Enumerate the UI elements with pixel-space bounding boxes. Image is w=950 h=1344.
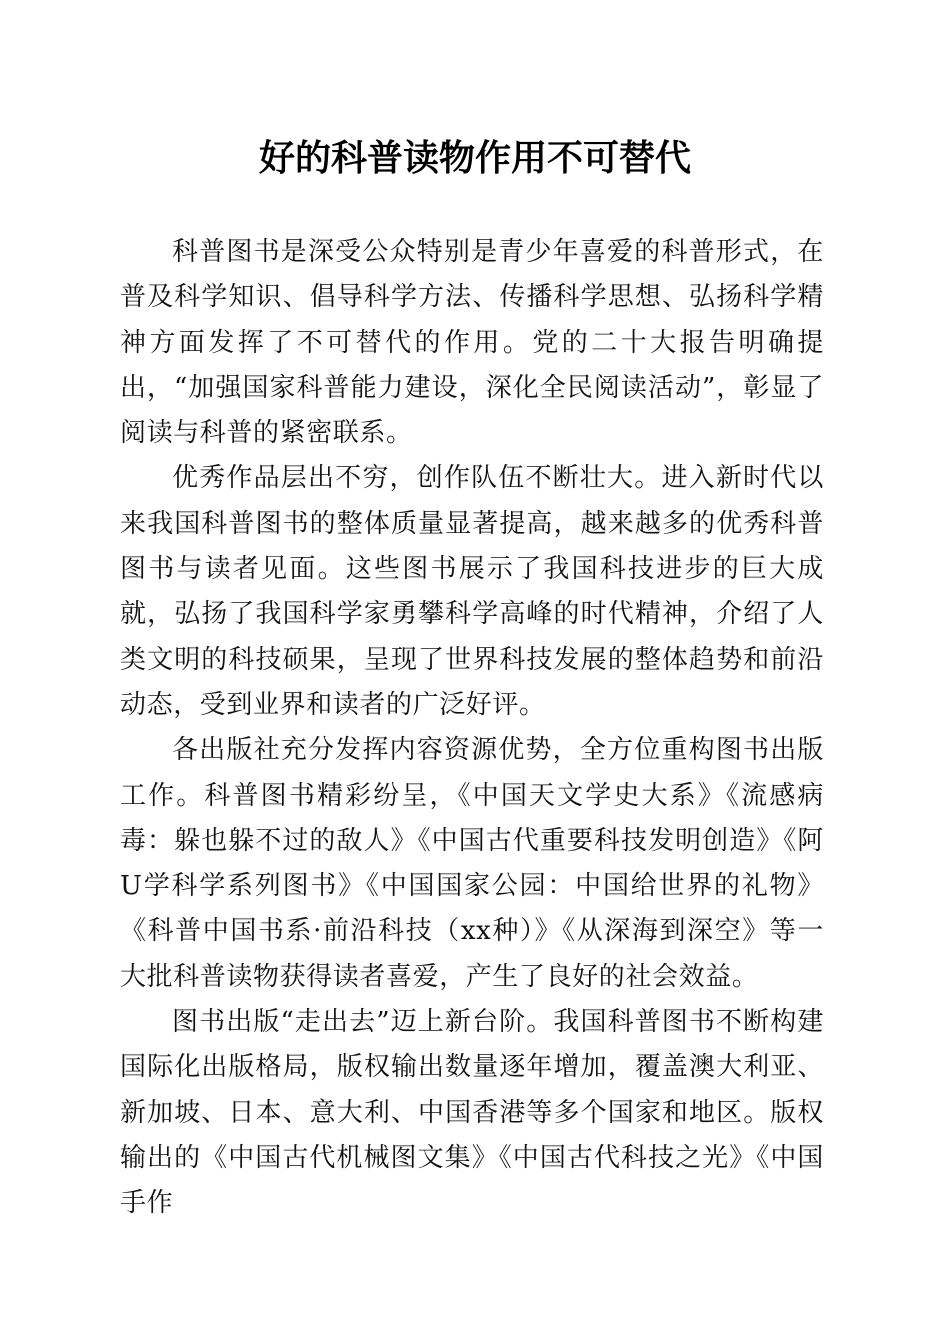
document-title: 好的科普读物作用不可替代	[258, 137, 691, 179]
paragraph-1: 科普图书是深受公众特别是青少年喜爱的科普形式，在普及科学知识、倡导科学方法、传播科学思想、弘扬科学精神方面发挥了不可替代的作用。党的二十大报告明确提出，“加强国家科普能力建设，深化全民阅读活动”，彰显了阅读与科普的紧密联系。	[120, 237, 824, 449]
paragraph-4: 图书出版“走出去”迈上新台阶。我国科普图书不断构建国际化出版格局，版权输出数量逐年增加，覆盖澳大利亚、新加坡、日本、意大利、中国香港等多个国家和地区。版权输出的《中国古代机械图文集》《中国古代科技之光》《中国手作	[120, 1007, 824, 1219]
paragraph-2: 优秀作品层出不穷，创作队伍不断壮大。进入新时代以来我国科普图书的整体质量显著提高，越来越多的优秀科普图书与读者见面。这些图书展示了我国科技进步的巨大成就，弘扬了我国科学家勇攀科学高峰的时代精神，介绍了人类文明的科技硕果，呈现了世界科技发展的整体趋势和前沿动态，受到业界和读者的广泛好评。	[120, 463, 824, 720]
document-body	[120, 230, 824, 1227]
paragraph-3: 各出版社充分发挥内容资源优势，全方位重构图书出版工作。科普图书精彩纷呈，《中国天文学史大系》《流感病毒：躲也躲不过的敌人》《中国古代重要科技发明创造》《阿U学科学系列图书》《中国国家公园：中国给世界的礼物》《科普中国书系·前沿科技（xx种）》《从深海到深空》等一大批科普读物获得读者喜爱，产生了良好的社会效益。	[120, 735, 824, 992]
